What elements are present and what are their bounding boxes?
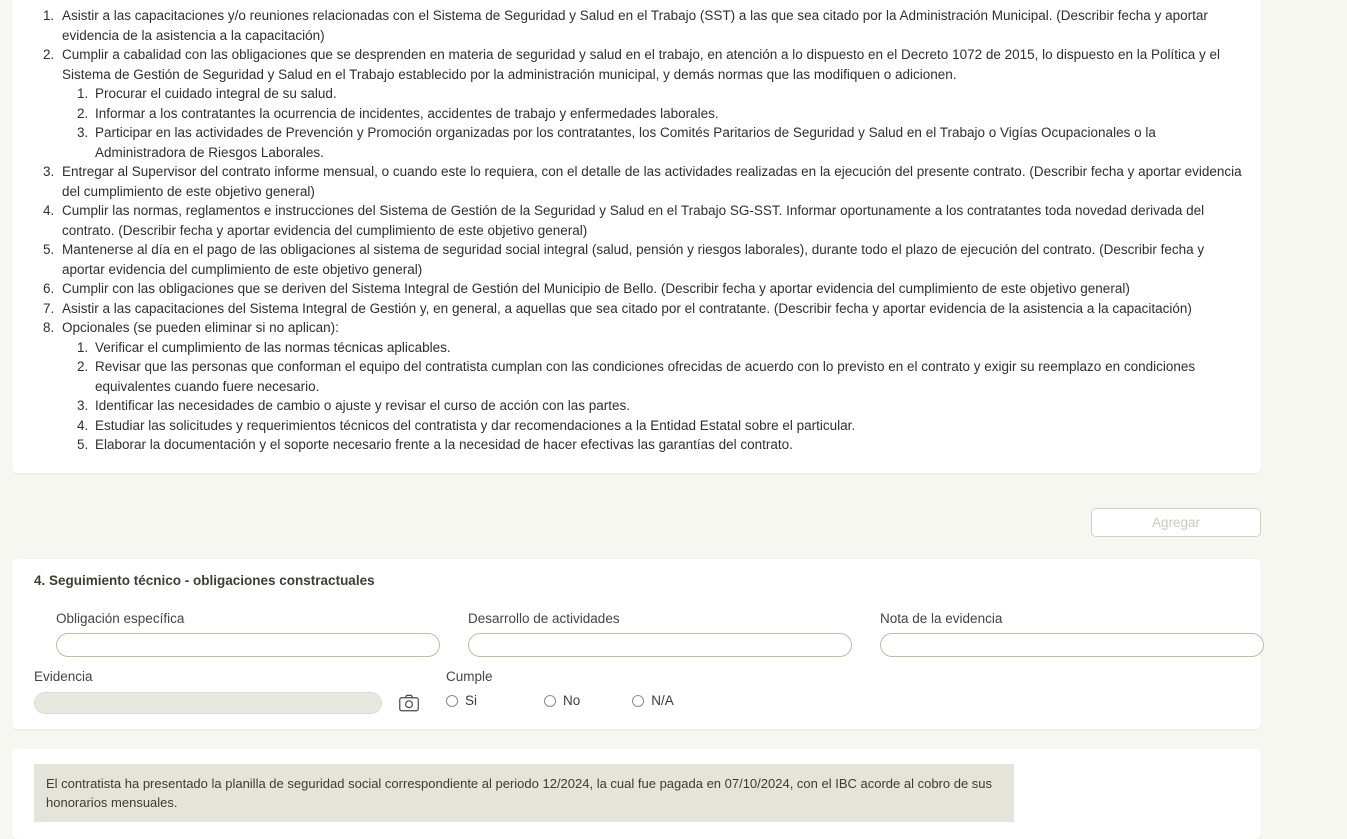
camera-icon[interactable] (396, 690, 422, 716)
field-label: Obligación específica (56, 611, 185, 626)
list-item (58, 279, 1245, 299)
list-item (92, 357, 1245, 396)
obligation-subtext: Elaborar la documentación y el soporte necesario frente a la necesidad de hacer efectivas las garantías del contrato. (95, 437, 793, 452)
list-item (58, 45, 1245, 162)
obligation-sublist (62, 84, 1245, 162)
add-button[interactable]: Agregar (1091, 508, 1261, 537)
obligation-text: Asistir a las capacitaciones y/o reuniones relacionadas con el Sistema de Seguridad y Salud en el Trabajo (SST) a las que sea citado por la Administración Municipal. (Describir fecha y aportar evidencia de la asistencia a la capacitación) (62, 8, 1208, 43)
radio-cumple-si[interactable] (446, 693, 477, 708)
obligation-subtext: Revisar que las personas que conforman el equipo del contratista cumplan con las condiciones ofrecidas de acuerdo con lo previsto en el contrato y exigir su reemplazo en condiciones equivalentes cuando fuere necesario. (95, 359, 1196, 394)
obligation-text: Opcionales (se pueden eliminar si no aplican): (62, 320, 339, 335)
obligation-text: Entregar al Supervisor del contrato informe mensual, o cuando este lo requiera, con el detalle de las actividades realizadas en la ejecución del presente contrato. (Describir fecha y aportar evidencia del cumplimiento de este objetivo general) (62, 164, 1242, 199)
nota-evidencia-input[interactable] (880, 633, 1264, 657)
obligacion-especifica-input[interactable] (56, 633, 440, 657)
list-item (92, 416, 1245, 436)
obligation-subtext: Informar a los contratantes la ocurrencia de incidentes, accidentes de trabajo y enfermedades laborales. (95, 105, 719, 121)
list-item (92, 338, 1245, 358)
radio-circle-icon (632, 695, 644, 707)
field-obligacion-especifica (56, 611, 440, 657)
radio-circle-icon (544, 695, 556, 707)
obligations-list (28, 6, 1245, 455)
obligation-subtext: Procurar el cuidado integral de su salud. (95, 86, 337, 101)
list-item (58, 318, 1245, 455)
field-row-top (34, 611, 1239, 671)
evidence-note-text: El contratista ha presentado la planilla de seguridad social correspondiente al periodo 12/2024, la cual fue pagada en 07/10/2024, con el IBC acorde al cobro de sus honorarios mensuales. (34, 764, 1014, 822)
desarrollo-actividades-input[interactable] (468, 633, 852, 657)
list-item (58, 201, 1245, 240)
obligation-subtext: Verificar el cumplimiento de las normas técnicas aplicables. (95, 339, 451, 355)
list-item (92, 104, 1245, 124)
list-item (92, 396, 1245, 416)
cumple-radio-group (446, 693, 698, 708)
field-label-cumple: Cumple (446, 669, 493, 684)
list-item (58, 299, 1245, 319)
field-label: Nota de la evidencia (880, 611, 1003, 626)
field-nota-evidencia (880, 611, 1264, 657)
obligation-text: Cumplir a cabalidad con las obligaciones que se desprenden en materia de seguridad y salud en el trabajo, en atención a lo dispuesto en el Decreto 1072 de 2015, lo dispuesto en la Política y el Sistema de Gestión de Seguridad y Salud en el Trabajo establecido por la administración municipal, y demás normas que las modifiquen o adicionen. (62, 47, 1221, 82)
seguimiento-tecnico-card (12, 559, 1261, 729)
radio-label: Si (465, 693, 478, 708)
radio-cumple-na[interactable] (632, 693, 674, 708)
obligation-text: Cumplir con las obligaciones que se deriven del Sistema Integral de Gestión del Municipio de Bello. (Describir fecha y aportar evidencia del cumplimiento de este objetivo general) (62, 281, 1130, 296)
radio-cumple-no[interactable] (544, 693, 580, 708)
radio-label: N/A (651, 693, 674, 708)
obligation-subtext: Participar en las actividades de Prevención y Promoción organizadas por los contratantes, los Comités Paritarios de Seguridad y Salud en el Trabajo o Vigías Ocupacionales o la Administradora de Riesgos Laborales. (95, 125, 1156, 160)
section-title: 4. Seguimiento técnico - obligaciones constractuales (34, 573, 375, 588)
field-label-evidencia: Evidencia (34, 669, 93, 684)
note-card (12, 749, 1261, 839)
list-item (92, 123, 1245, 162)
obligation-text: Mantenerse al día en el pago de las obligaciones al sistema de seguridad social integral (salud, pensión y riesgos laborales), durante todo el plazo de ejecución del contrato. (Describir fecha y aportar evidencia del cumplimiento de este objetivo general) (62, 242, 1205, 277)
field-desarrollo-actividades (468, 611, 852, 657)
obligations-card (12, 0, 1261, 473)
list-item (92, 435, 1245, 455)
evidencia-input[interactable] (34, 692, 382, 714)
list-item (58, 6, 1245, 45)
radio-label: No (563, 693, 581, 708)
list-item (92, 84, 1245, 104)
field-label: Desarrollo de actividades (468, 611, 620, 626)
list-item (58, 240, 1245, 279)
list-item (58, 162, 1245, 201)
obligation-text: Cumplir las normas, reglamentos e instrucciones del Sistema de Gestión de la Seguridad y Salud en el Trabajo SG-SST. Informar oportunamente a los contratantes toda novedad derivada del contrato. (Describir fecha y aportar evidencia del cumplimiento de este objetivo general) (62, 203, 1205, 238)
obligation-subtext: Identificar las necesidades de cambio o ajuste y revisar el curso de acción con las partes. (95, 398, 631, 413)
obligation-sublist (62, 338, 1245, 455)
obligation-subtext: Estudiar las solicitudes y requerimientos técnicos del contratista y dar recomendaciones a la Entidad Estatal sobre el particular. (95, 417, 856, 433)
obligation-text: Asistir a las capacitaciones del Sistema Integral de Gestión y, en general, a aquellas que sea citado por el contratante. (Describir fecha y aportar evidencia de la asistencia a la capacitación) (62, 300, 1192, 316)
radio-circle-icon (446, 695, 458, 707)
